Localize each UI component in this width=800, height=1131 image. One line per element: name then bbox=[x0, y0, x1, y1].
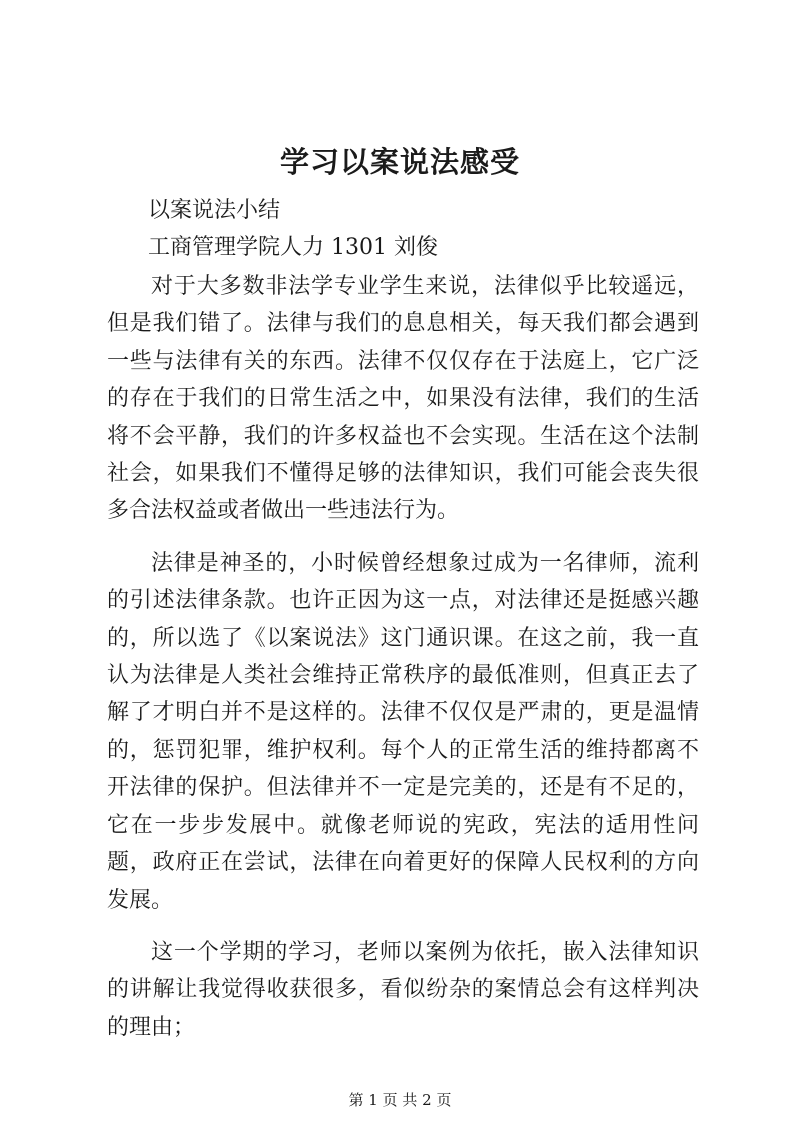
paragraph-1: 对于大多数非法学专业学生来说，法律似乎比较遥远，但是我们错了。法律与我们的息息相关，每天我们都会遇到一些与法律有关的东西。法律不仅仅存在于法庭上，它广泛的存在于我们的日常生活之中，如果没有法律，我们的生活将不会平静，我们的许多权益也不会实现。生活在这个法制社会，如果我们不懂得足够的法律知识，我们可能会丧失很多合法权益或者做出一些违法行为。 bbox=[107, 274, 699, 524]
page-footer: 第 1 页 共 2 页 bbox=[348, 1091, 452, 1109]
paragraph-3: 这一个学期的学习，老师以案例为依托，嵌入法律知识的讲解让我觉得收获很多，看似纷杂的案情总会有这样判决的理由； bbox=[107, 939, 699, 1040]
paragraph-2: 法律是神圣的，小时候曾经想象过成为一名律师，流利的引述法律条款。也许正因为这一点，对法律还是挺感兴趣的，所以选了《以案说法》这门通识课。在这之前，我一直认为法律是人类社会维持正常秩序的最低准则，但真正去了解了才明白并不是这样的。法律不仅仅是严肃的，更是温情的，惩罚犯罪，维护权利。每个人的正常生活的维持都离不开法律的保护。但法律并不一定是完美的，还是有不足的，它在一步步发展中。就像老师说的宪政，宪法的适用性问题，政府正在尝试，法律在向着更好的保障人民权利的方向发展。 bbox=[107, 550, 699, 913]
document-title: 学习以案说法感受 bbox=[279, 145, 520, 179]
author-line: 工商管理学院人力 1301 刘俊 bbox=[148, 235, 438, 260]
document-subtitle: 以案说法小结 bbox=[148, 198, 281, 223]
document-body bbox=[107, 268, 699, 1061]
